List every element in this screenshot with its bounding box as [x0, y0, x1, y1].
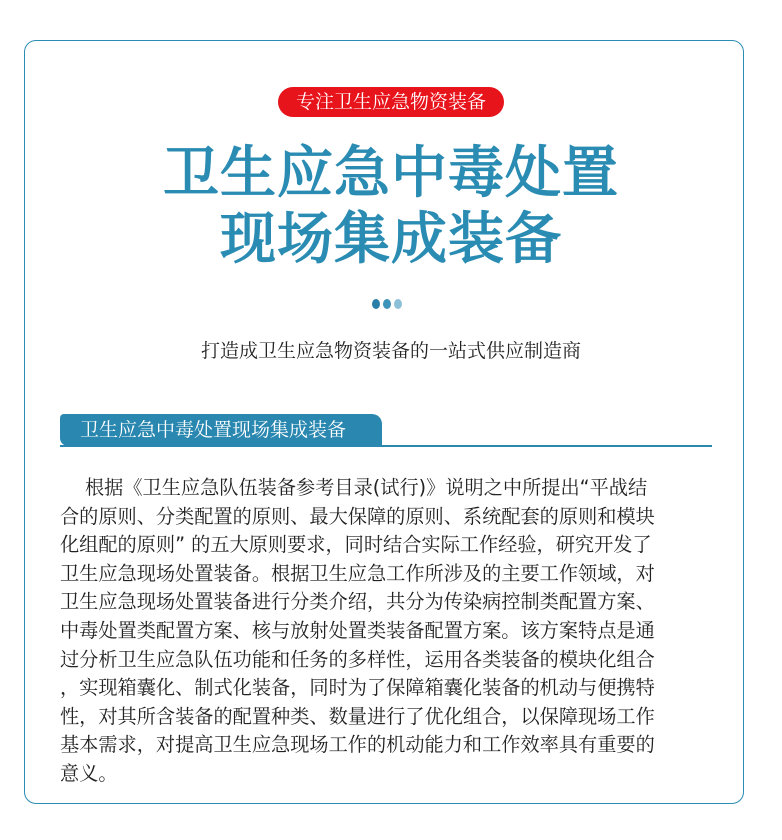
subtitle: 打造成卫生应急物资装备的一站式供应制造商 [200, 340, 581, 362]
body-line: 合的原则、分类配置的原则、最大保障的原则、系统配套的原则和模块 [60, 504, 655, 528]
body-line: 卫生应急现场处置装备。根据卫生应急工作所涉及的主要工作领域，对 [60, 561, 655, 585]
dot-icon [383, 299, 391, 309]
body-line: 意义。 [60, 761, 118, 785]
body-line: 中毒处置类配置方案、核与放射处置类装备配置方案。该方案特点是通 [60, 618, 655, 642]
section-divider [60, 445, 712, 447]
page-title-line1: 卫生应急中毒处置 [163, 141, 619, 206]
section-heading: 卫生应急中毒处置现场集成装备 [60, 414, 382, 446]
body-line: 基本需求，对提高卫生应急现场工作的机动能力和工作效率具有重要的 [60, 733, 655, 757]
body-line: 性，对其所含装备的配置种类、数量进行了优化组合，以保障现场工作 [60, 704, 655, 728]
section-body [60, 474, 720, 789]
page-title-line2: 现场集成装备 [220, 207, 562, 272]
dot-icon [372, 299, 380, 309]
dot-icon [394, 299, 402, 309]
body-line: 根据《卫生应急队伍装备参考目录(试行)》说明之中所提出“平战结 [85, 476, 648, 499]
body-line: 卫生应急现场处置装备进行分类介绍，共分为传染病控制类配置方案、 [60, 590, 655, 614]
tagline-badge: 专注卫生应急物资装备 [278, 87, 504, 117]
body-line: 过分析卫生应急队伍功能和任务的多样性，运用各类装备的模块化组合 [60, 647, 655, 671]
decorative-dots [372, 299, 402, 309]
body-line: 化组配的原则” 的五大原则要求，同时结合实际工作经验，研究开发了 [60, 533, 652, 557]
body-line: ，实现箱囊化、制式化装备，同时为了保障箱囊化装备的机动与便携特 [60, 676, 655, 700]
